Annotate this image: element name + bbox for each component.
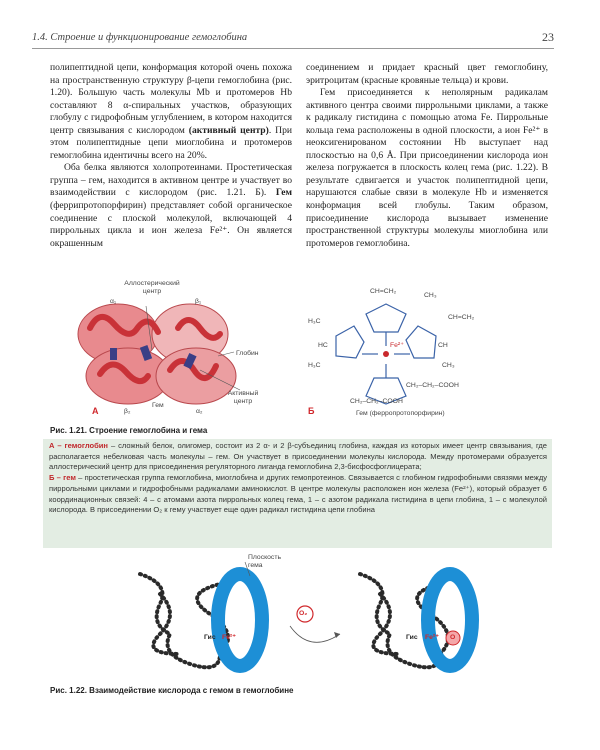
active-center-label: Активный центр [227, 390, 259, 405]
methine-left: HC [318, 342, 328, 349]
oxygen-atom-label: O [450, 634, 456, 641]
heme-structure-diagram [306, 286, 556, 420]
legend-term-a: А – гемоглобин [49, 441, 108, 450]
alpha2-label: α₂ [196, 408, 203, 415]
iron-label-2: Fe²⁺ [425, 634, 439, 641]
legend-text-a: – сложный белок, олигомер, состоит из 2 α- и 2 β-субъединиц глобина, каждая из которых имеет центр связывания, где располагается небелковая часть молекулы – гем. Он участвует в присоединении молекулы кислорода. Между протомерами образуется аллостерический центр для присоединения регуляторного лиганда гемоглобина 2,3-бисфосфоглицерата; [49, 441, 547, 472]
globin-label: Глобин [236, 350, 259, 357]
figure-legend-box [43, 439, 552, 548]
oxygen-molecule-label: O₂ [299, 610, 308, 617]
panel-letter-a: А [92, 406, 99, 416]
vinyl-group-top: CH=CH₂ [370, 288, 397, 295]
propionate-a: CH₂–CH₂–COOH [406, 382, 459, 389]
page-number: 23 [542, 30, 554, 44]
allosteric-center-label: Аллостерический центр [124, 280, 180, 295]
methyl-group-top: CH₃ [424, 292, 437, 299]
heme-label: Гем [152, 402, 164, 409]
text-column-left [50, 62, 292, 250]
running-header [32, 30, 554, 49]
panel-letter-b: Б [308, 406, 315, 416]
legend-term-b: Б – гем [49, 473, 76, 483]
histidine-label-1: Гис [204, 634, 216, 641]
paragraph: Оба белка являются холопротеинами. Простетическая группа – гем, находится в активном центре и участвует во взаимодействии с кислородом (рис. 1.21. Б). Гем (феррипротопорфирин) представляет собой органическое соединение с плоской молекулой, включающей 4 пиррольных цикла и ион железа Fe²⁺. Он является окрашенным [50, 162, 292, 249]
methyl-group-bottom-right: CH₃ [442, 362, 455, 369]
beta2-label: β₂ [124, 408, 131, 415]
oxygen-binding-illustration [100, 554, 520, 680]
oxygen-binding-figure [100, 554, 520, 680]
beta1-label: β₁ [195, 298, 202, 305]
methine-right: CH [438, 342, 448, 349]
heme-plane-label: Плоскость гема [248, 554, 281, 569]
heme-figure [306, 286, 556, 420]
text-column-right [306, 62, 548, 250]
histidine-label-2: Гис [406, 634, 418, 641]
iron-label-1: Fe²⁺ [222, 634, 236, 641]
methyl-group-left: H₃C [308, 318, 321, 325]
heme-name: Гем (ферропротопорфирин) [356, 410, 445, 417]
vinyl-group-right: CH=CH₂ [448, 314, 475, 321]
alpha1-label: α₁ [110, 298, 117, 305]
section-title: 1.4. Строение и функционирование гемоглобина [32, 32, 248, 43]
paragraph: Гем присоединяется к неполярным радикалам активного центра своими пиррольными циклами, а также к радикалу гистидина с помощью атома Fe. Пиррольные кольца гема расположены в одной плоскости, а ион Fe²⁺ в неоксигенированом состоянии Hb выступает над плоскостью на 0,6 Å. При присоединении кислорода ион железа погружается в плоскость колец гема (рис. 1.22). В результате сдвигается и участок полипептидной цепи, нарушаются слабые связи в молекуле Hb и изменяется конформация всей глобулы. Таким образом, присоединение кислорода вызывает изменение пространственной структуры молекулы миоглобина или протомеров гемоглобина. [306, 87, 548, 249]
figure-caption-1-21: Рис. 1.21. Строение гемоглобина и гема [50, 426, 208, 435]
paragraph: полипептидной цепи, конформация которой очень похожа на пространственную структуру β-цепи гемоглобина (рис. 1.20). Большую часть молекулы Mb и протомеров Hb составляют 8 α-спиральных участков, образующих глобулу с гидрофобным углублением, в котором находится центр связывания с кислородом (активный центр). При этом полипептидные цепи миоглобина и протомеров гемоглобина идентичны всего на 20%. [50, 62, 293, 161]
legend-text-b: – простетическая группа гемоглобина, миоглобина и других гемопротеинов. Связывается с глобином гидрофобными связями между пиррольными циклами и гидрофобными радикалами аминокислот. В центре молекулы расположен ион железа (Fe²⁺), который образует 6 координационных связей: 4 – с атомами азота пиррольных колец гема, 1 – с азотом радикала гистидина в цепи глобина, 1 – с молекулой кислорода. В присоединении O₂ к гему участвует еще один радикал гистидина цепи глобина [49, 473, 547, 515]
figure-caption-1-22: Рис. 1.22. Взаимодействие кислорода с гемом в гемоглобине [50, 686, 294, 695]
propionate-b: CH₂–CH₂–COOH [350, 398, 403, 405]
iron-ion-label: Fe²⁺ [390, 342, 404, 349]
hemoglobin-figure [50, 278, 290, 420]
paragraph: соединением и придает красный цвет гемоглобину, эритроцитам (красные кровяные тельца) и крови. [306, 62, 548, 86]
methyl-group-bottom-left: H₃C [308, 362, 321, 369]
